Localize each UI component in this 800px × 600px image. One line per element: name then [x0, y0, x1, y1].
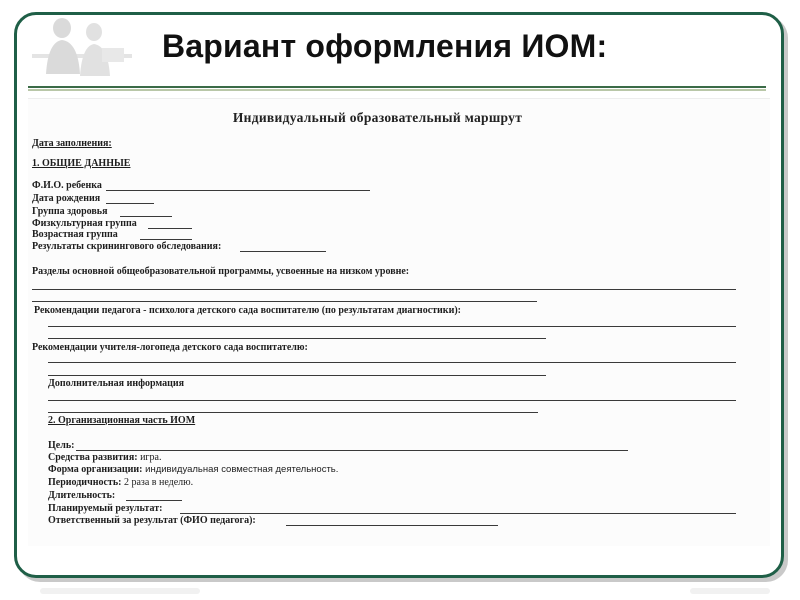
sections-line-2 [32, 301, 537, 302]
age-label: Возрастная группа [32, 229, 118, 240]
means-value: игра. [137, 452, 162, 463]
scan-edge [28, 98, 770, 99]
people-silhouette-icon [32, 14, 132, 86]
psych-line-1 [48, 326, 736, 327]
psych-label: Рекомендации педагога - психолога детского сада воспитателю (по результатам диагностики): [34, 305, 461, 316]
document-heading [0, 110, 750, 126]
footer-mark-right [690, 588, 770, 594]
title-divider-light [28, 89, 766, 91]
period-value: 2 раза в неделю. [121, 477, 194, 488]
document-heading-text: Индивидуальный образовательный маршрут [232, 110, 523, 125]
duration-label: Длительность: [48, 490, 116, 501]
planned-line [180, 513, 736, 514]
extra-label: Дополнительная информация [48, 378, 185, 389]
phys-label: Физкультурная группа [32, 218, 137, 229]
means-label: Средства развития: [48, 452, 138, 463]
form-label: Форма организации: [48, 464, 143, 475]
sections-line-1 [32, 289, 736, 290]
health-line [120, 216, 172, 217]
planned-label: Планируемый результат: [48, 503, 163, 514]
logoped-line-1 [48, 362, 736, 363]
slide-title: Вариант оформления ИОМ: [162, 28, 608, 64]
fio-label: Ф.И.О. ребенка [32, 180, 102, 191]
logoped-line-2 [48, 375, 546, 376]
period-row [48, 477, 193, 488]
duration-line [126, 500, 182, 501]
age-line [140, 239, 192, 240]
means-row [48, 452, 161, 463]
title-divider [28, 86, 766, 88]
date-label: Дата заполнения: [32, 138, 112, 149]
psych-line-2 [48, 338, 546, 339]
extra-line-2 [48, 412, 538, 413]
form-row [48, 464, 338, 475]
screening-line [240, 251, 326, 252]
birth-line [106, 203, 154, 204]
form-value: индивидуальная совместная деятельность. [142, 464, 339, 475]
goal-label: Цель: [48, 440, 75, 451]
screening-label: Результаты скринингового обследования: [32, 241, 222, 252]
responsible-line [286, 525, 498, 526]
birth-label: Дата рождения [32, 193, 101, 204]
phys-line [148, 228, 192, 229]
footer-mark-left [40, 588, 200, 594]
extra-line-1 [48, 400, 736, 401]
section2-title: 2. Организационная часть ИОМ [48, 415, 196, 426]
sections-label: Разделы основной общеобразовательной программы, усвоенные на низком уровне: [32, 266, 410, 277]
health-label: Группа здоровья [32, 206, 108, 217]
period-label: Периодичность: [48, 477, 122, 488]
section1-title: 1. ОБЩИЕ ДАННЫЕ [32, 158, 131, 169]
goal-line [76, 450, 628, 451]
fio-line [106, 190, 370, 191]
responsible-label: Ответственный за результат (ФИО педагога): [48, 515, 256, 526]
logoped-label: Рекомендации учителя-логопеда детского сада воспитателю: [32, 342, 308, 353]
